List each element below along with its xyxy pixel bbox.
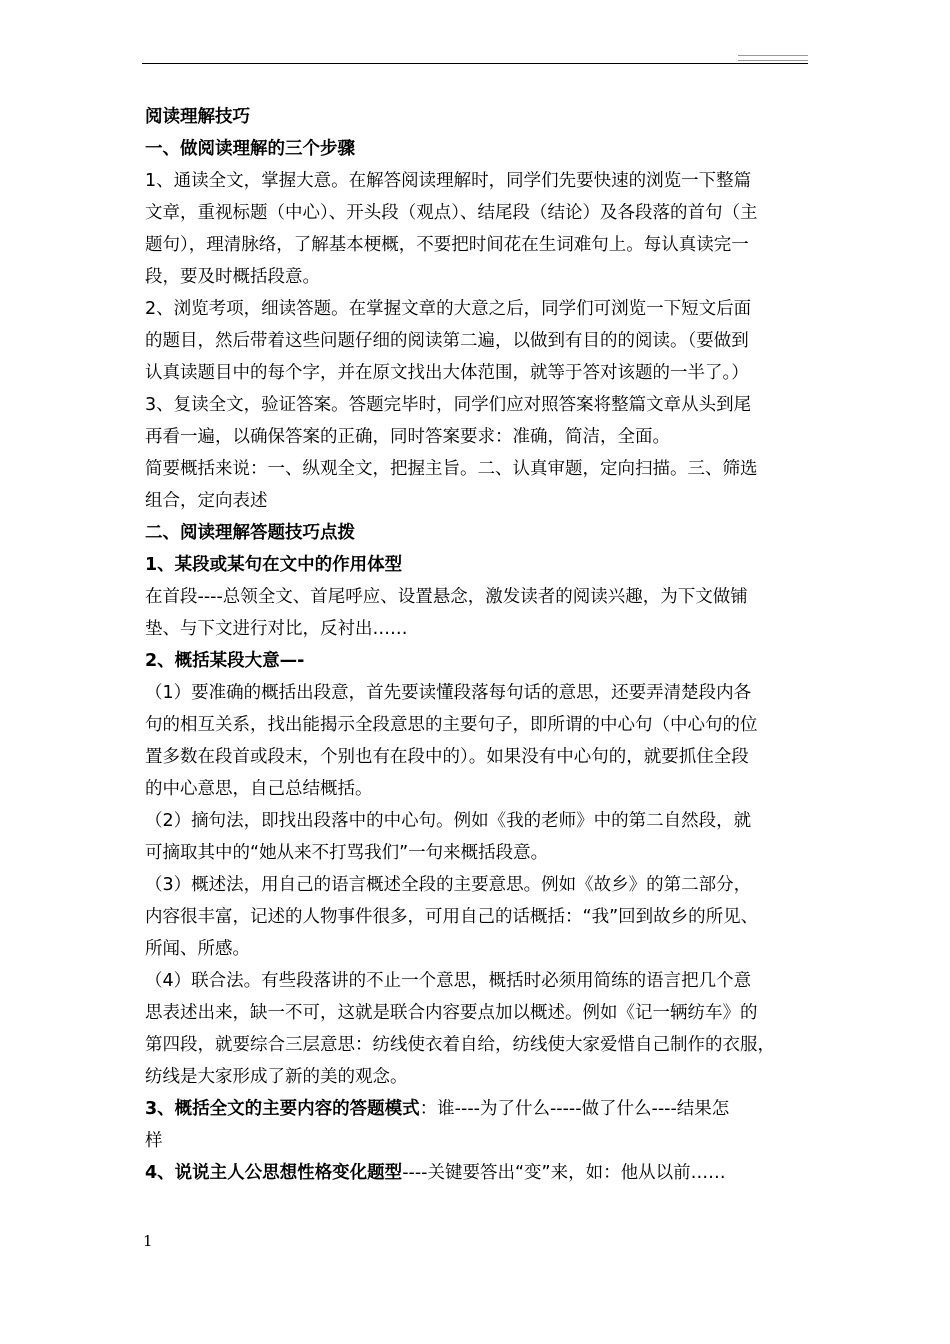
text-run: 垫、与下文进行对比，反衬出…… <box>145 619 408 639</box>
text-line <box>145 901 815 933</box>
text-run: 样 <box>145 1131 163 1151</box>
text-line <box>145 837 815 869</box>
text-run: 简要概括来说：一、纵观全文，把握主旨。二、认真审题，定向扫描。三、筛选 <box>145 459 758 479</box>
text-line <box>145 805 815 837</box>
text-line <box>145 1029 815 1061</box>
text-line <box>145 581 815 613</box>
text-line <box>145 325 815 357</box>
text-run: 的中心意思，自己总结概括。 <box>145 779 373 799</box>
text-run: 2、浏览考项，细读答题。在掌握文章的大意之后，同学们可浏览一下短文后面 <box>145 299 752 319</box>
text-run: 纺线是大家形成了新的美的观念。 <box>145 1067 408 1087</box>
header-mark <box>738 55 808 61</box>
text-line <box>145 229 815 261</box>
text-line <box>145 485 815 517</box>
document-body <box>145 101 815 1189</box>
text-run: 再看一遍，以确保答案的正确，同时答案要求：准确，简洁，全面。 <box>145 427 670 447</box>
text-run: 段，要及时概括段意。 <box>145 267 320 287</box>
text-run: （3）概述法，用自己的语言概述全段的主要意思。例如《故乡》的第二部分， <box>145 875 752 895</box>
bold-text: 4、说说主人公思想性格变化题型 <box>145 1163 403 1183</box>
text-run: 第四段，就要综合三层意思：纺线使衣着自给，纺线使大家爱惜自己制作的衣服， <box>145 1035 775 1055</box>
text-line <box>145 1157 815 1189</box>
text-run: 3、复读全文，验证答案。答题完毕时，同学们应对照答案将整篇文章从头到尾 <box>145 395 752 415</box>
text-run: 文章，重视标题（中心）、开头段（观点）、结尾段（结论）及各段落的首句（主 <box>145 203 758 223</box>
text-run: 题句），理清脉络，了解基本梗概，不要把时间花在生词难句上。每认真读完一 <box>145 235 749 255</box>
text-run: 可摘取其中的“她从来不打骂我们”一句来概括段意。 <box>145 843 549 863</box>
text-line <box>145 133 815 165</box>
bold-text: 2、概括某段大意—- <box>145 651 305 671</box>
text-run: （1）要准确的概括出段意，首先要读懂段落每句话的意思，还要弄清楚段内各 <box>145 683 752 703</box>
text-line <box>145 165 815 197</box>
text-line <box>145 933 815 965</box>
text-run: 的题目，然后带着这些问题仔细的阅读第二遍，以做到有目的的阅读。（要做到 <box>145 331 749 351</box>
text-run: 置多数在段首或段末，个别也有在段中的）。如果没有中心句的，就要抓住全段 <box>145 747 749 767</box>
text-line <box>145 261 815 293</box>
page-number: 1 <box>143 1232 153 1250</box>
text-line <box>145 453 815 485</box>
bold-text: 二、阅读理解答题技巧点拨 <box>145 523 355 543</box>
text-run: 1、通读全文，掌握大意。在解答阅读理解时，同学们先要快速的浏览一下整篇 <box>145 171 752 191</box>
text-line <box>145 517 815 549</box>
text-line <box>145 677 815 709</box>
text-line <box>145 741 815 773</box>
bold-text: 阅读理解技巧 <box>145 107 250 127</box>
text-line <box>145 773 815 805</box>
text-run: （4）联合法。有些段落讲的不止一个意思，概括时必须用简练的语言把几个意 <box>145 971 752 991</box>
text-run: 组合，定向表述 <box>145 491 268 511</box>
text-run: ----关键要答出“变”来，如：他从以前…… <box>402 1163 726 1183</box>
text-line <box>145 613 815 645</box>
text-run: （2）摘句法，即找出段落中的中心句。例如《我的老师》中的第二自然段，就 <box>145 811 752 831</box>
text-line <box>145 357 815 389</box>
text-line <box>145 997 815 1029</box>
text-run: 内容很丰富，记述的人物事件很多，可用自己的话概括：“我”回到故乡的所见、 <box>145 907 759 927</box>
text-line <box>145 197 815 229</box>
bold-text: 一、做阅读理解的三个步骤 <box>145 139 355 159</box>
text-line <box>145 293 815 325</box>
text-run: 在首段----总领全文、首尾呼应、设置悬念，激发读者的阅读兴趣，为下文做铺 <box>145 587 748 607</box>
bold-text: 1、某段或某句在文中的作用体型 <box>145 555 403 575</box>
text-line <box>145 421 815 453</box>
text-line <box>145 389 815 421</box>
text-run: ：谁----为了什么-----做了什么----结果怎 <box>419 1099 730 1119</box>
text-run: 句的相互关系，找出能揭示全段意思的主要句子，即所谓的中心句（中心句的位 <box>145 715 758 735</box>
text-line <box>145 1061 815 1093</box>
bold-text: 3、概括全文的主要内容的答题模式 <box>145 1099 420 1119</box>
text-line <box>145 965 815 997</box>
text-line <box>145 101 815 133</box>
text-line <box>145 1125 815 1157</box>
text-line <box>145 709 815 741</box>
text-line <box>145 1093 815 1125</box>
text-line <box>145 869 815 901</box>
text-line <box>145 645 815 677</box>
header-rule <box>142 63 808 64</box>
text-run: 所闻、所感。 <box>145 939 250 959</box>
text-run: 认真读题目中的每个字，并在原文找出大体范围，就等于答对该题的一半了。） <box>145 363 749 383</box>
text-line <box>145 549 815 581</box>
text-run: 思表述出来，缺一不可，这就是联合内容要点加以概述。例如《记一辆纺车》的 <box>145 1003 758 1023</box>
